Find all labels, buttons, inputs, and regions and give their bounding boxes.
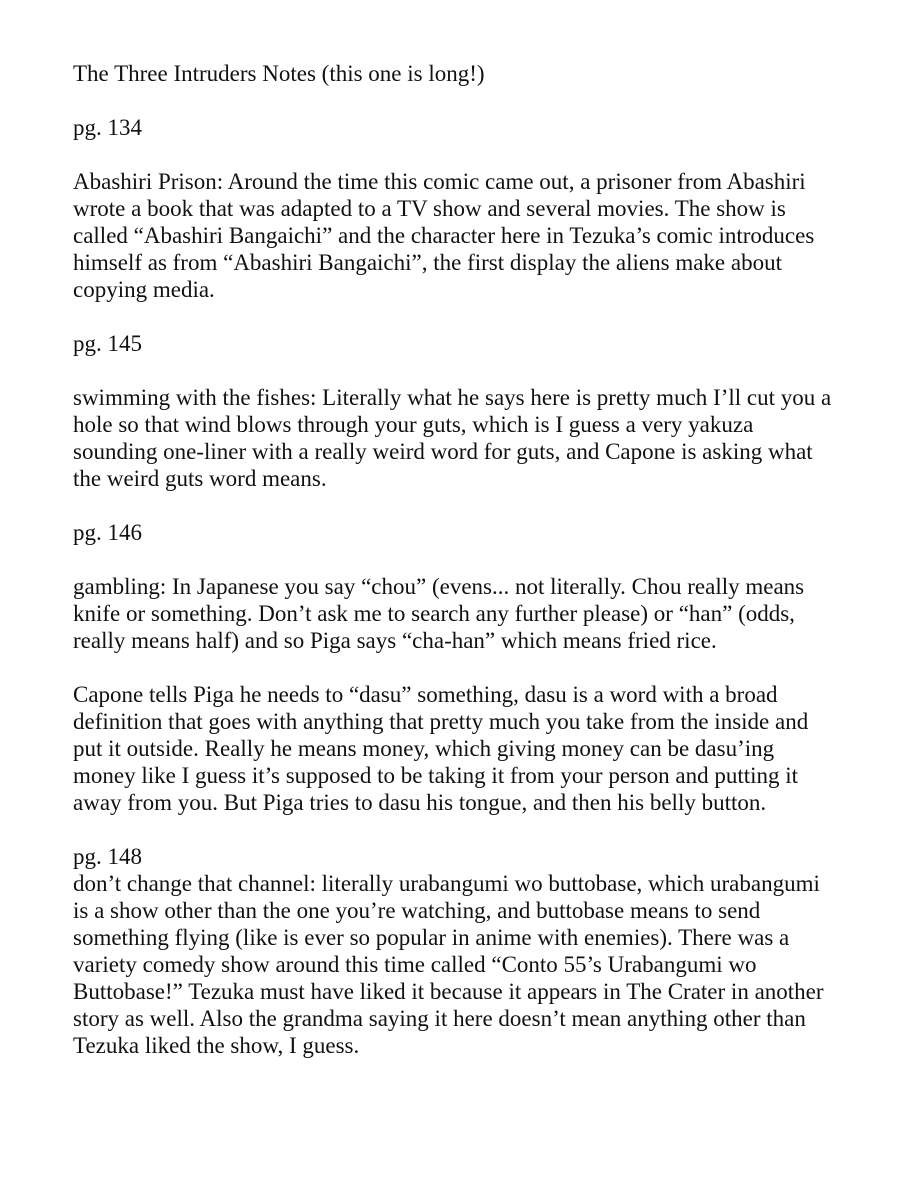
- note-paragraph: gambling: In Japanese you say “chou” (evens... not literally. Chou really means knife or something. Don’t ask me to search any further please) or “han” (odds, really means half) and so Piga says “cha-han” which means fried rice.: [73, 574, 805, 653]
- page-reference: pg. 146: [73, 520, 142, 545]
- page-reference: pg. 134: [73, 115, 142, 140]
- document-page: [73, 60, 833, 1086]
- page-reference: pg. 148: [73, 844, 142, 869]
- page-reference: pg. 145: [73, 331, 142, 356]
- note-paragraph: swimming with the fishes: Literally what he says here is pretty much I’ll cut you a hole so that wind blows through your guts, which is I guess a very yakuza sounding one-liner with a really weird word for guts, and Capone is asking what the weird guts word means.: [73, 385, 832, 491]
- document-title: The Three Intruders Notes (this one is long!): [73, 61, 485, 86]
- note-paragraph: Abashiri Prison: Around the time this comic came out, a prisoner from Abashiri wrote a book that was adapted to a TV show and several movies. The show is called “Abashiri Bangaichi” and the character here in Tezuka’s comic introduces himself as from “Abashiri Bangaichi”, the first display the aliens make about copying media.: [73, 169, 815, 302]
- note-paragraph: Capone tells Piga he needs to “dasu” something, dasu is a word with a broad definition that goes with anything that pretty much you take from the inside and put it outside. Really he means money, which giving money can be dasu’ing money like I guess it’s supposed to be taking it from your person and putting it away from you. But Piga tries to dasu his tongue, and then his belly button.: [73, 682, 809, 815]
- note-paragraph: don’t change that channel: literally urabangumi wo buttobase, which urabangumi is a show other than the one you’re watching, and buttobase means to send something flying (like is ever so popular in anime with enemies). There was a variety comedy show around this time called “Conto 55’s Urabangumi wo Buttobase!” Tezuka must have liked it because it appears in The Crater in another story as well. Also the grandma saying it here doesn’t mean anything other than Tezuka liked the show, I guess.: [73, 871, 824, 1058]
